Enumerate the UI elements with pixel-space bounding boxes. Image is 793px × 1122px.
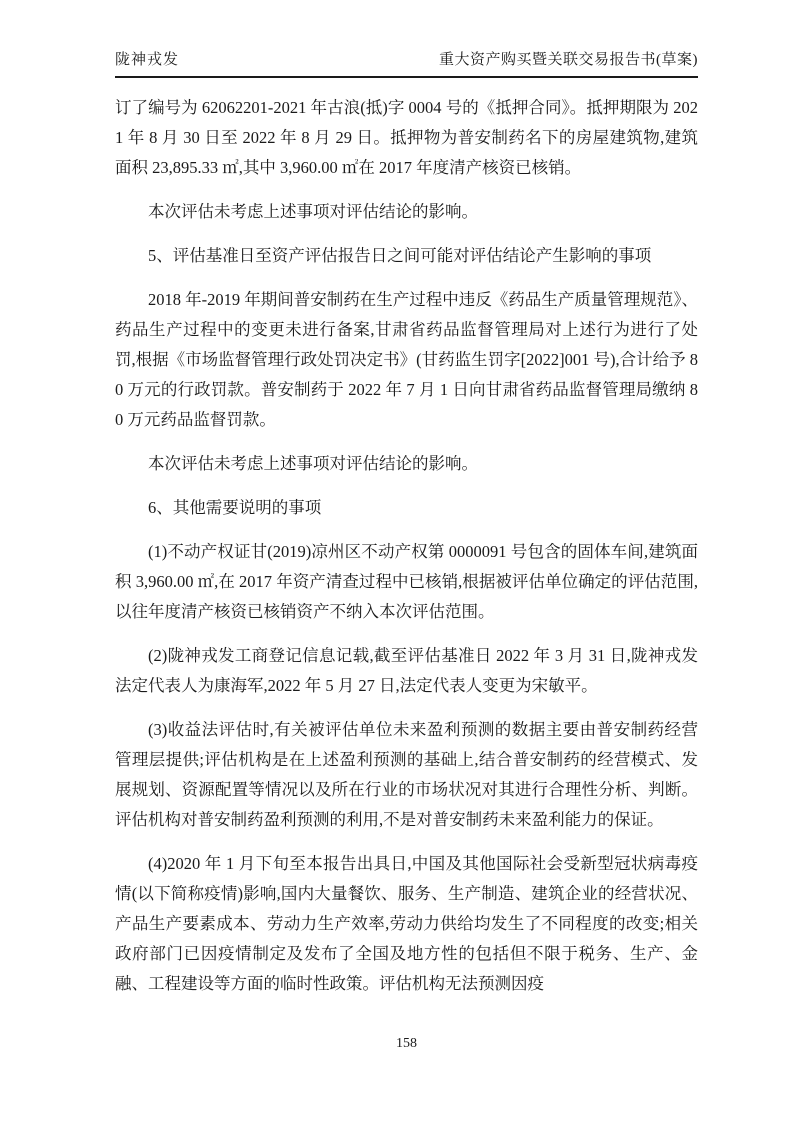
section-heading-5: 5、评估基准日至资产评估报告日之间可能对评估结论产生影响的事项 bbox=[148, 246, 652, 265]
page-header bbox=[115, 50, 698, 78]
body-paragraph: 本次评估未考虑上述事项对评估结论的影响。 bbox=[148, 202, 478, 221]
header-report-title: 重大资产购买暨关联交易报告书(草案) bbox=[439, 52, 698, 68]
page-number: 158 bbox=[396, 1036, 417, 1051]
body-paragraph: 订了编号为 62062201-2021 年古浪(抵)字 0004 号的《抵押合同》。抵押期限为 2021 年 8 月 30 日至 2022 年 8 月 29 日。抵押物为普安制药名下的房屋建筑物,建筑面积 23,895.33 ㎡,其中 3,960.00 ㎡在 2017 年度清产核资已核销。 bbox=[115, 98, 698, 177]
body-paragraph: (1)不动产权证甘(2019)凉州区不动产权第 0000091 号包含的固体车间,建筑面积 3,960.00 ㎡,在 2017 年资产清查过程中已核销,根据被评估单位确定的评估范围,以往年度清产核资已核销资产不纳入本次评估范围。 bbox=[115, 542, 698, 621]
header-company-name: 陇神戎发 bbox=[115, 52, 180, 68]
body-paragraph: 本次评估未考虑上述事项对评估结论的影响。 bbox=[148, 454, 478, 473]
body-paragraph: (3)收益法评估时,有关被评估单位未来盈利预测的数据主要由普安制药经营管理层提供;评估机构是在上述盈利预测的基础上,结合普安制药的经营模式、发展规划、资源配置等情况以及所在行业的市场状况对其进行合理性分析、判断。评估机构对普安制药盈利预测的利用,不是对普安制药未来盈利能力的保证。 bbox=[115, 720, 698, 829]
body-paragraph: 2018 年-2019 年期间普安制药在生产过程中违反《药品生产质量管理规范》、药品生产过程中的变更未进行备案,甘肃省药品监督管理局对上述行为进行了处罚,根据《市场监督管理行政处罚决定书》(甘药监生罚字[2022]001 号),合计给予 80 万元的行政罚款。普安制药于 2022 年 7 月 1 日向甘肃省药品监督管理局缴纳 80 万元药品监督罚款。 bbox=[115, 290, 698, 429]
page-footer bbox=[115, 1036, 698, 1052]
section-heading-6: 6、其他需要说明的事项 bbox=[148, 498, 322, 517]
body-paragraph: (2)陇神戎发工商登记信息记载,截至评估基准日 2022 年 3 月 31 日,陇神戎发法定代表人为康海军,2022 年 5 月 27 日,法定代表人变更为宋敏平。 bbox=[115, 646, 698, 695]
body-paragraph: (4)2020 年 1 月下旬至本报告出具日,中国及其他国际社会受新型冠状病毒疫情(以下简称疫情)影响,国内大量餐饮、服务、生产制造、建筑企业的经营状况、产品生产要素成本、劳动力生产效率,劳动力供给均发生了不同程度的改变;相关政府部门已因疫情制定及发布了全国及地方性的包括但不限于税务、生产、金融、工程建设等方面的临时性政策。评估机构无法预测因疫 bbox=[115, 854, 698, 993]
document-body bbox=[115, 93, 698, 1013]
